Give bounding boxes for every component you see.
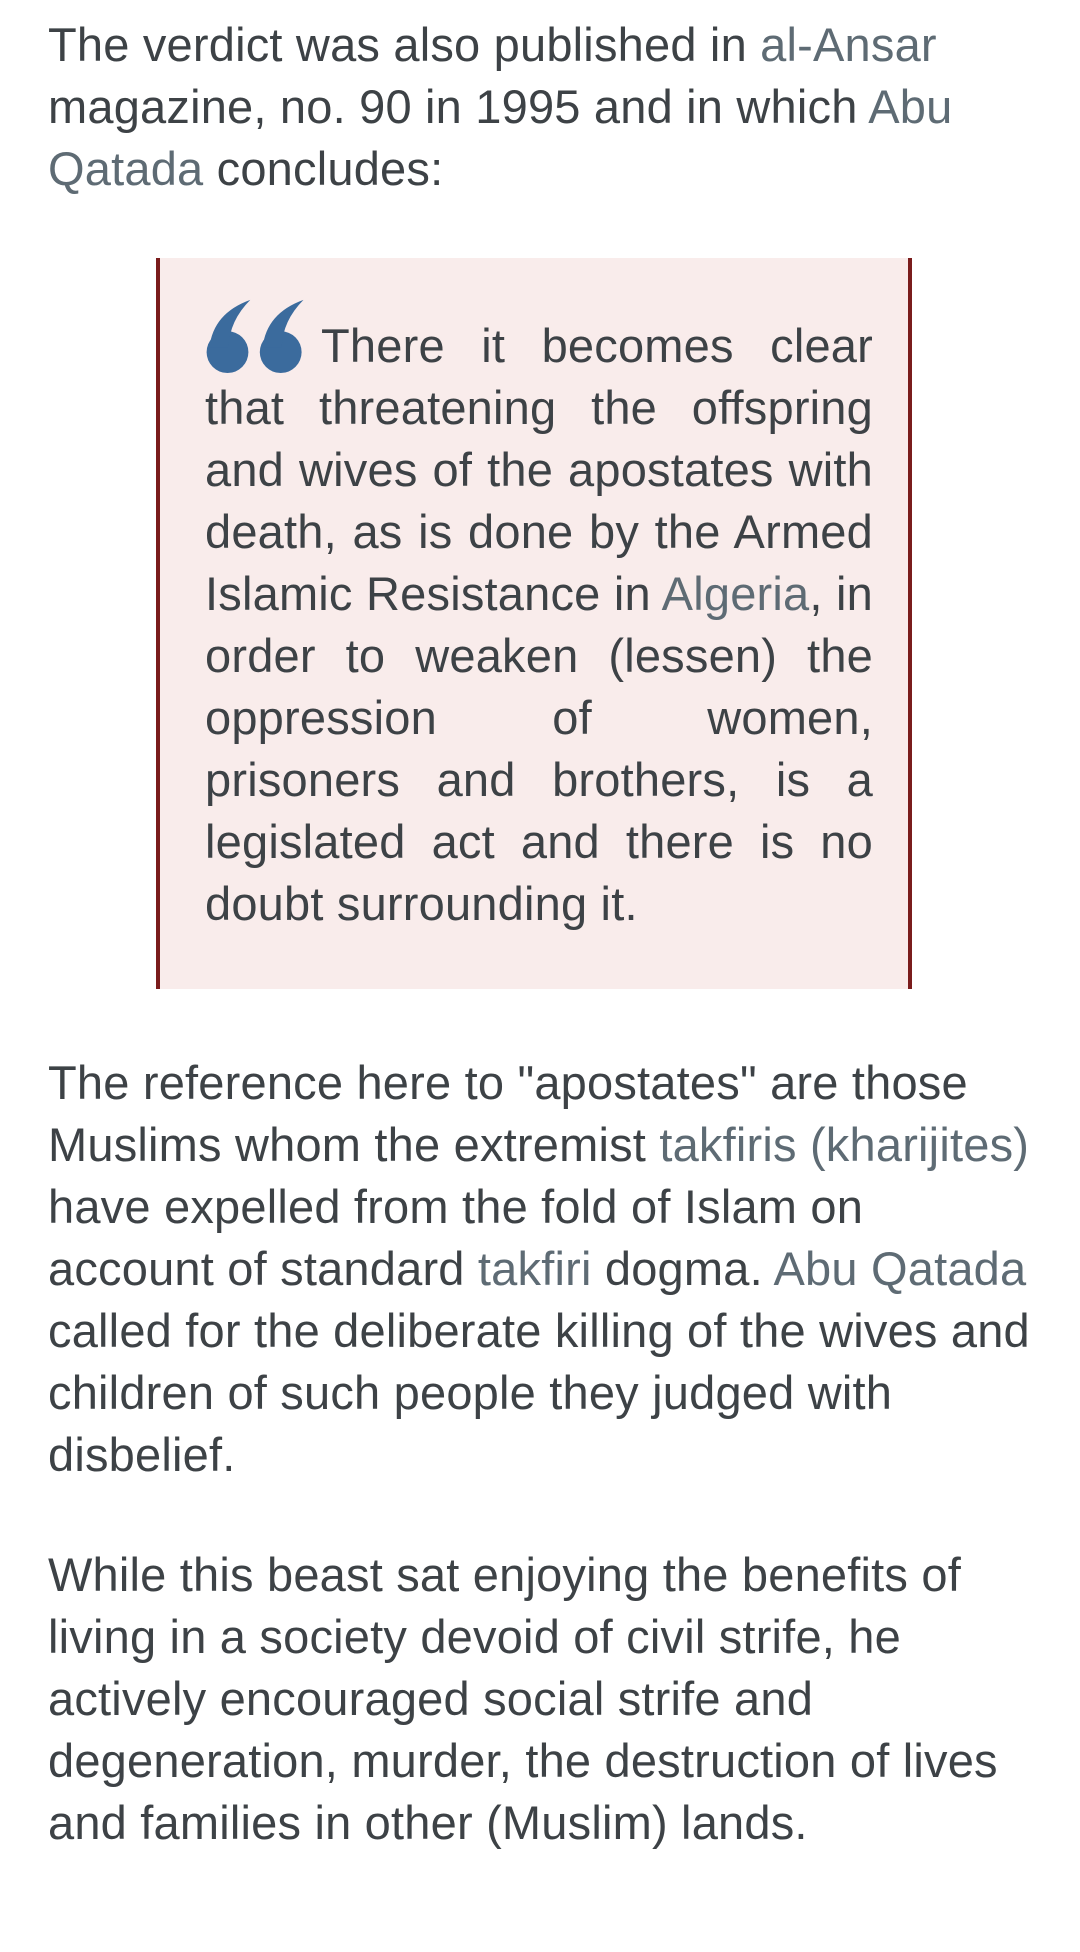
- quote-text: [205, 298, 873, 935]
- link-abu-qatada[interactable]: Abu Qatada: [48, 80, 953, 195]
- paragraph-reference: [48, 1052, 1035, 1486]
- reference-text-3: dogma.: [591, 1242, 774, 1295]
- reference-text-1: The reference here to "apostates" are those Muslims whom the extremist: [48, 1056, 968, 1171]
- reference-text-2: have expelled from the fold of Islam on account of standard: [48, 1180, 864, 1295]
- link-algeria[interactable]: Algeria: [661, 567, 810, 620]
- reference-text-4: called for the deliberate killing of the wives and children of such people they judged with disbelief.: [48, 1304, 1030, 1481]
- link-al-ansar[interactable]: al-Ansar: [760, 18, 937, 71]
- quote-left-icon: [205, 298, 307, 374]
- pull-quote-block: [156, 258, 912, 989]
- quote-text-1: There it becomes clear that threatening the offspring and wives of the apostates with death, as is done by the Armed Islamic Resistance in: [205, 319, 873, 620]
- intro-text-1: The verdict was also published in: [48, 18, 761, 71]
- paragraph-intro: [48, 14, 1035, 200]
- link-takfiris-kharijites[interactable]: takfiris (kharijites): [659, 1118, 1030, 1171]
- quote-text-2: , in order to weaken (lessen) the oppression of women, prisoners and brothers, is a legislated act and there is no doubt surrounding it.: [205, 567, 873, 930]
- link-takfiri[interactable]: takfiri: [477, 1242, 592, 1295]
- intro-text-2: magazine, no. 90 in 1995 and in which: [48, 80, 869, 133]
- beast-text: While this beast sat enjoying the benefits of living in a society devoid of civil strife, he actively encouraged social strife and degeneration, murder, the destruction of lives and families in other (Muslim) lands.: [48, 1548, 998, 1849]
- intro-text-3: concludes:: [203, 142, 444, 195]
- link-abu-qatada-2[interactable]: Abu Qatada: [773, 1242, 1027, 1295]
- paragraph-beast: [48, 1544, 1035, 1854]
